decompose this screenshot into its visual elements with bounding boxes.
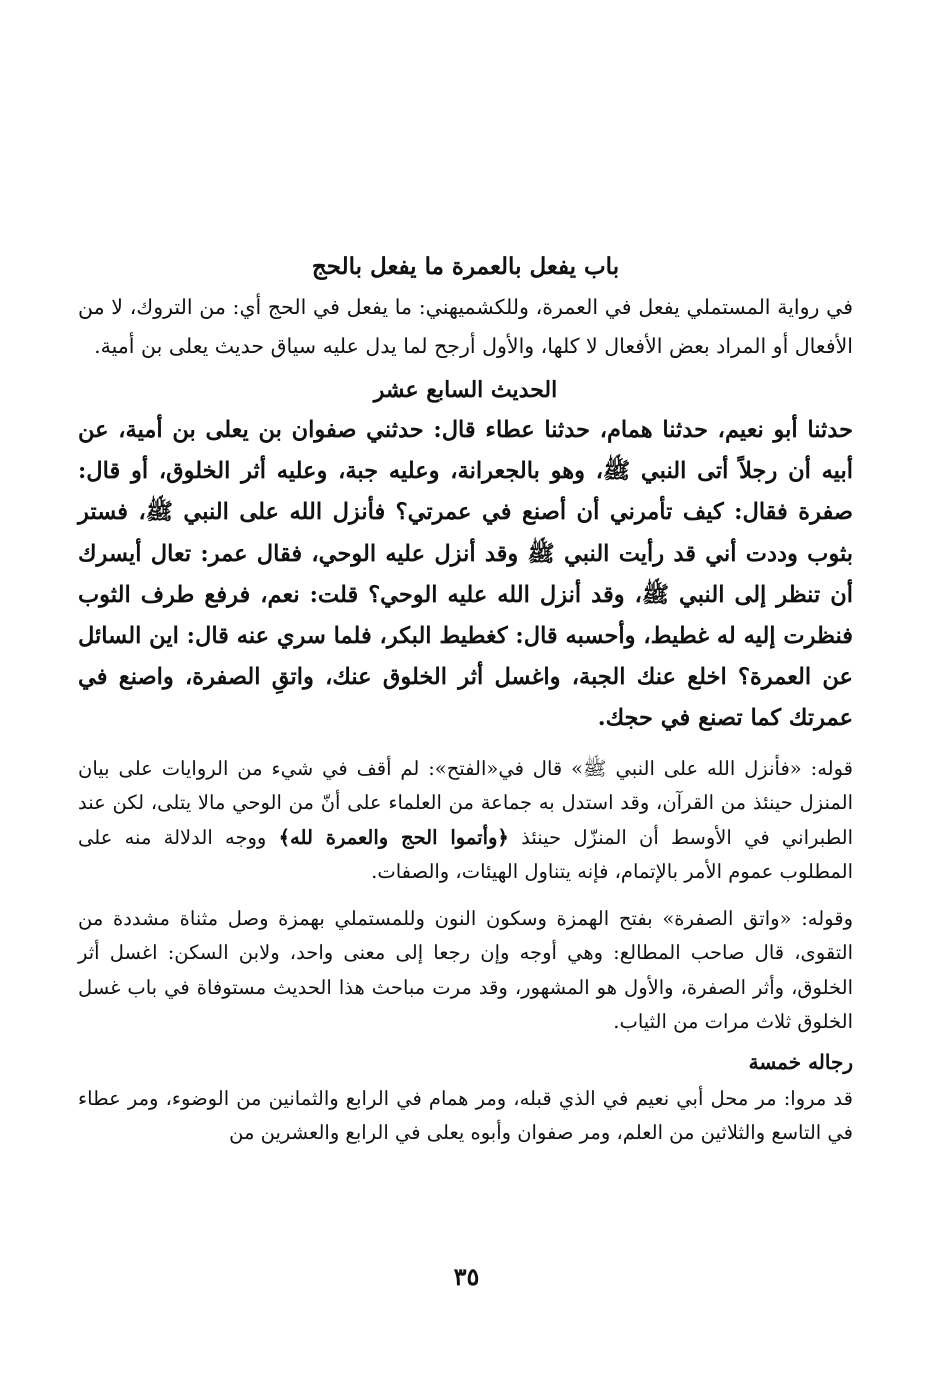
narrators-paragraph: قد مروا: مر محل أبي نعيم في الذي قبله، ومر همام في الرابع والثمانين من الوضوء، ومر عطاء في التاسع والثلاثين من العلم، ومر صفوان وأبوه يعلى في الرابع والعشرين من (78, 1086, 853, 1145)
page-number: ٣٥ (453, 1262, 480, 1291)
commentary-1-after: ووجه الدلالة منه على المطلوب عموم الأمر بالإتمام، فإنه يتناول الهيئات، والصفات. (78, 825, 853, 884)
chapter-title: باب يفعل بالعمرة ما يفعل بالحج (311, 253, 620, 280)
commentary-paragraph-2: وقوله: «واتق الصفرة» بفتح الهمزة وسكون النون وللمستملي بهمزة وصل مثناة مشددة من التقوى، قال صاحب المطالع: وهي أوجه وإن رجعا إلى معنى واحد، ولابن السكن: اغسل أثر الخلوق، وأثر الصفرة، والأول هو المشهور، وقد مرت مباحث هذا الحديث مستوفاة في باب غسل الخلوق ثلاث مرات من الثياب. (78, 906, 853, 1034)
hadith-text: حدثنا أبو نعيم، حدثنا همام، حدثنا عطاء قال: حدثني صفوان بن يعلى بن أمية، عن أبيه أن رجلاً أتى النبي ﷺ، وهو بالجعرانة، وعليه جبة، وعليه أثر الخلوق، أو قال: صفرة فقال: كيف تأمرني أن أصنع في عمرتي؟ فأنزل الله على النبي ﷺ، فستر بثوب وددت أني قد رأيت النبي ﷺ وقد أنزل عليه الوحي، فقال عمر: تعال أيسرك أن تنظر إلى النبي ﷺ، وقد أنزل الله عليه الوحي؟ قلت: نعم، فرفع طرف الثوب فنظرت إليه له غطيط، وأحسبه قال: كغطيط البكر، فلما سري عنه قال: اين السائل عن العمرة؟ اخلع عنك الجبة، واغسل أثر الخلوق عنك، واتقِ الصفرة، واصنع في عمرتك كما تصنع في حجك. (78, 417, 853, 732)
narrators-heading: رجاله خمسة (748, 1049, 853, 1074)
hadith-heading: الحديث السابع عشر (373, 377, 558, 403)
intro-paragraph: في رواية المستملي يفعل في العمرة، وللكشميهني: ما يفعل في الحج أي: من التروك، لا من الأفعال أو المراد بعض الأفعال لا كلها، والأول أرجح لما يدل عليه سياق حديث يعلى بن أمية. (78, 295, 853, 358)
commentary-1-before: قوله: «فأنزل الله على النبي ﷺ» قال في«الفتح»: لم أقف في شيء من الروايات على بيان المنزل حينئذ من القرآن، وقد استدل به جماعة من العلماء على أنّ من الوحي مالا يتلى، لكن عند الطبراني في الأوسط أن المنزّل حينئذ (78, 756, 853, 849)
commentary-paragraph-1 (78, 752, 853, 890)
quran-quote: ﴿وأتموا الحج والعمرة لله﴾ (278, 825, 509, 849)
page-body (78, 250, 853, 1151)
